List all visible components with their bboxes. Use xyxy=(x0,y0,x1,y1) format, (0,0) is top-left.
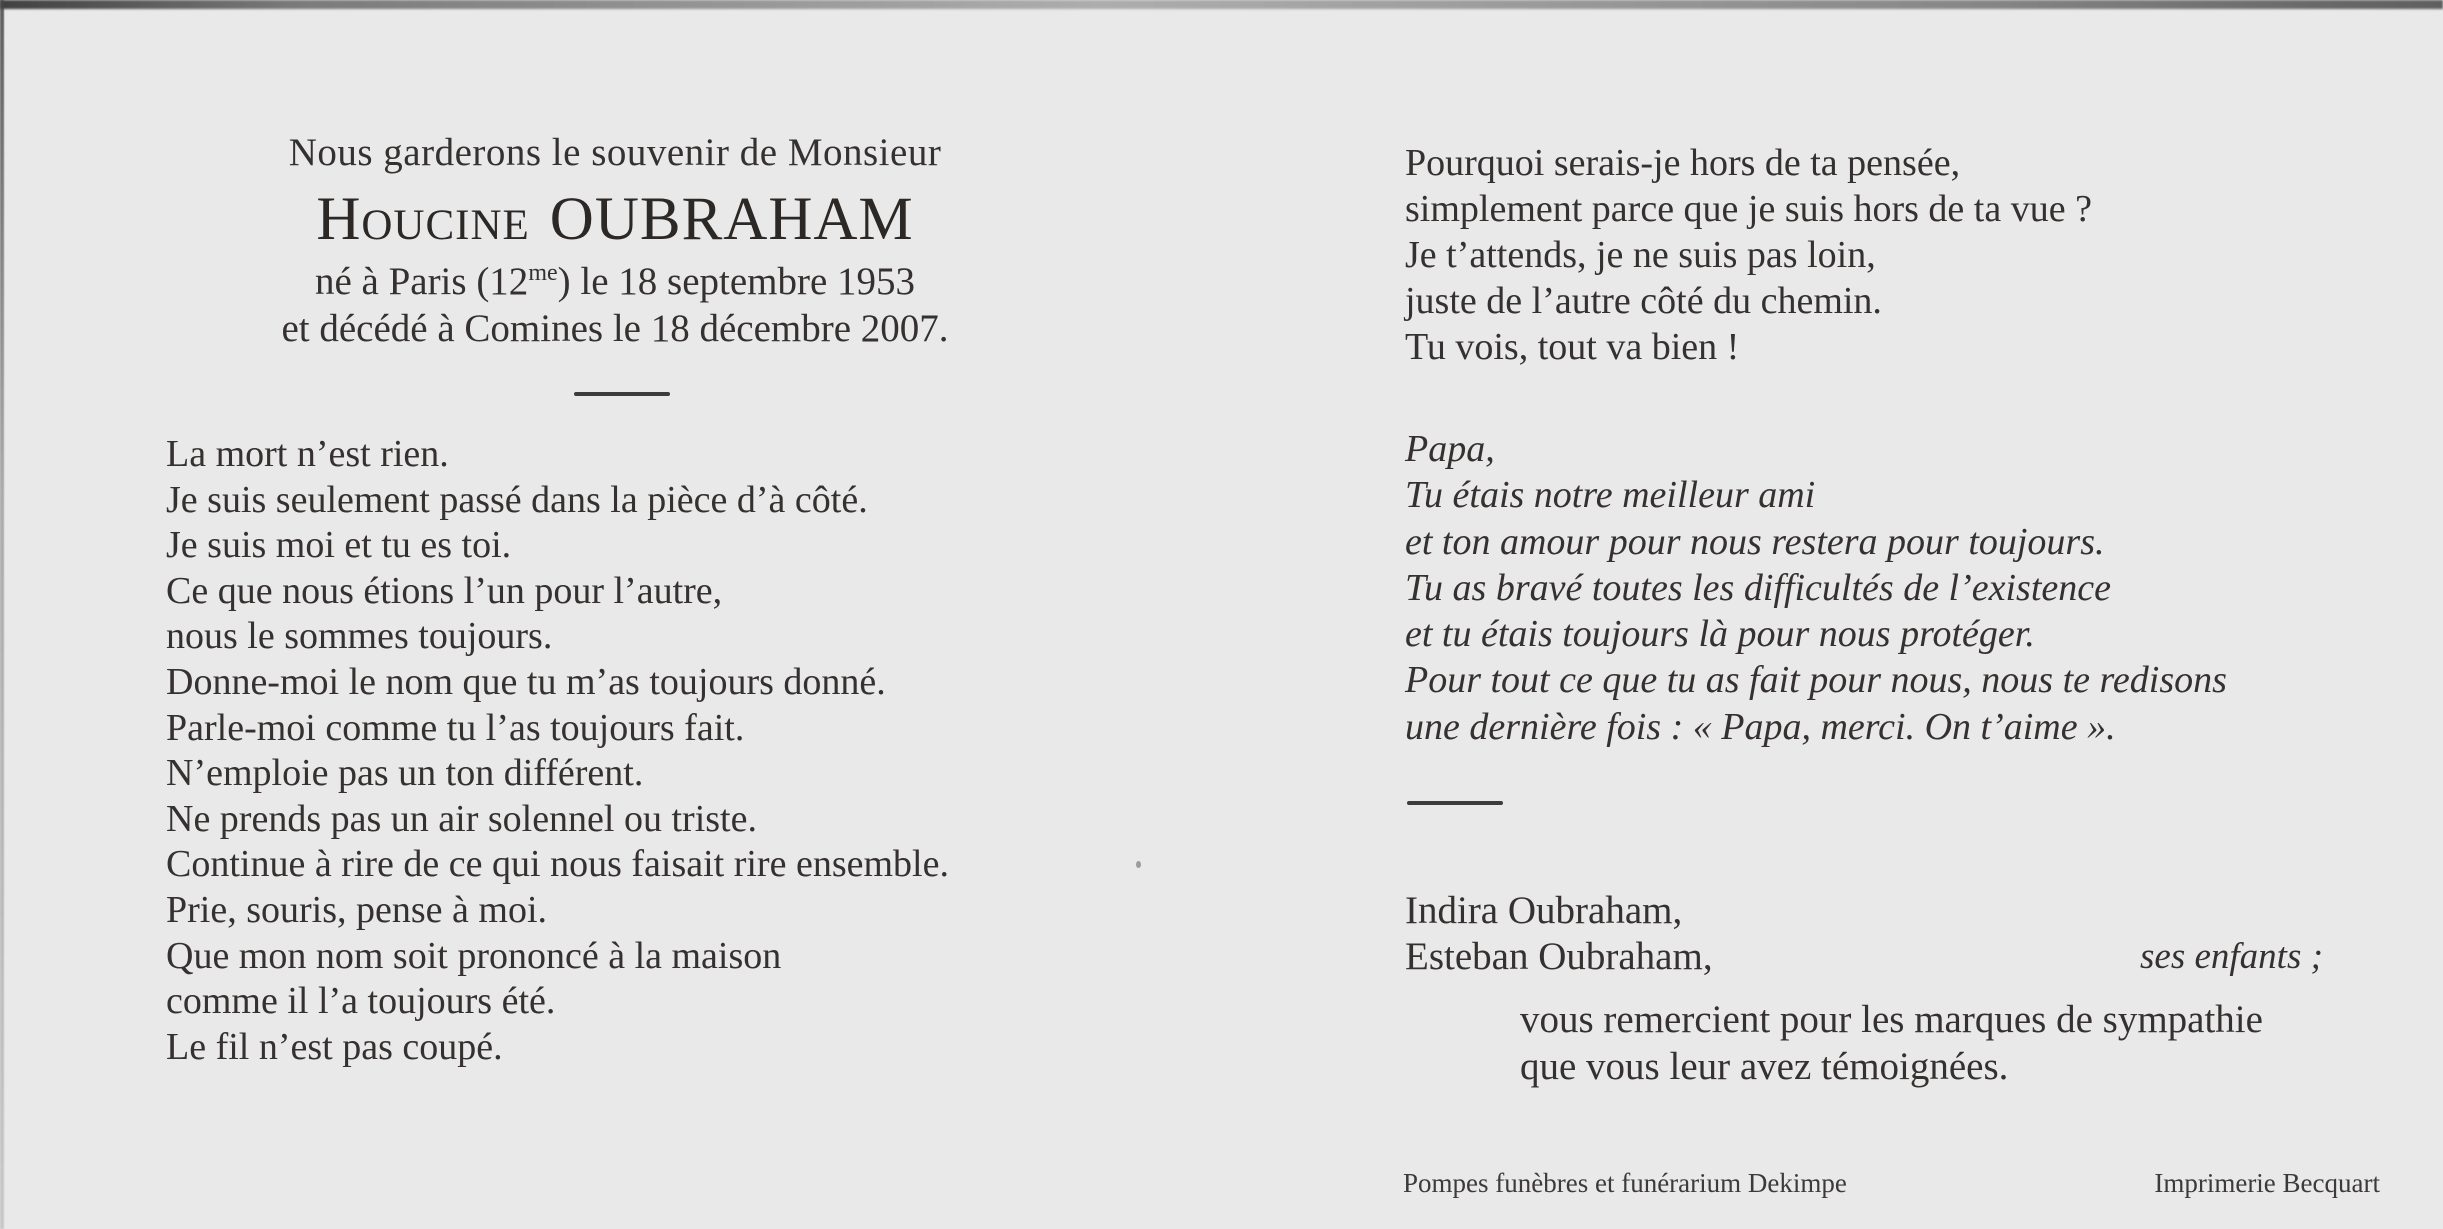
tribute-line: et tu étais toujours là pour nous protéger. xyxy=(1405,613,2035,656)
scan-speck xyxy=(1136,861,1141,868)
tribute-line: Tu étais notre meilleur ami xyxy=(1405,474,1816,517)
poem-left xyxy=(166,432,949,1070)
scan-edge-left xyxy=(0,0,4,1229)
poem-line: Parle-moi comme tu l’as toujours fait. xyxy=(166,706,745,749)
birth-line xyxy=(120,258,1110,305)
poem-line: comme il l’a toujours été. xyxy=(166,980,556,1023)
poem-line: Prie, souris, pense à moi. xyxy=(166,888,548,931)
poem-line: Tu vois, tout va bien ! xyxy=(1405,326,1740,368)
intro-line: Nous garderons le souvenir de Monsieur xyxy=(288,131,942,174)
thanks-line: vous remercient pour les marques de sympathie xyxy=(1520,998,2263,1041)
poem-line: La mort n’est rien. xyxy=(166,433,449,475)
poem-line: Ne prends pas un air solennel ou triste. xyxy=(166,797,757,840)
poem-line: juste de l’autre côté du chemin. xyxy=(1405,280,1882,322)
thanks-line: que vous leur avez témoignées. xyxy=(1520,1045,2009,1088)
tribute-line: Pour tout ce que tu as fait pour nous, nous te redisons xyxy=(1405,659,2227,702)
poem-line: nous le sommes toujours. xyxy=(166,615,553,658)
family-name: Indira Oubraham, xyxy=(1405,889,1683,932)
right-divider xyxy=(1407,801,1503,805)
deceased-name xyxy=(120,182,1110,258)
relation-label: ses enfants ; xyxy=(2140,936,2323,977)
birth-suffix: ) le 18 septembre 1953 xyxy=(557,260,916,303)
deceased-last-name: OUBRAHAM xyxy=(549,186,914,253)
left-divider xyxy=(574,392,670,396)
poem-right xyxy=(1405,140,2092,370)
family-tribute xyxy=(1405,426,2227,750)
poem-line: Que mon nom soit prononcé à la maison xyxy=(166,934,782,977)
funeral-home-credit: Pompes funèbres et funérarium Dekimpe xyxy=(1403,1168,1847,1198)
birth-prefix: né à Paris (12 xyxy=(314,260,529,303)
family-name: Esteban Oubraham, xyxy=(1405,935,1713,978)
poem-line: Ce que nous étions l’un pour l’autre, xyxy=(166,569,723,612)
poem-line: Je t’attends, je ne suis pas loin, xyxy=(1405,234,1876,276)
tribute-line: Tu as bravé toutes les difficultés de l’existence xyxy=(1405,566,2112,609)
family-names xyxy=(1405,888,1713,980)
thanks-block xyxy=(1520,996,2263,1090)
birth-ordinal-suffix: me xyxy=(528,260,558,286)
poem-line: Je suis moi et tu es toi. xyxy=(166,524,512,567)
tribute-line: une dernière fois : « Papa, merci. On t’aime ». xyxy=(1405,705,2116,748)
scan-edge-top xyxy=(0,0,2443,9)
poem-line: simplement parce que je suis hors de ta vue ? xyxy=(1405,188,2092,230)
poem-line: Donne-moi le nom que tu m’as toujours donné. xyxy=(166,660,886,703)
tribute-line: et ton amour pour nous restera pour toujours. xyxy=(1405,520,2105,563)
printer-credit: Imprimerie Becquart xyxy=(2154,1168,2380,1198)
poem-line: N’emploie pas un ton différent. xyxy=(166,752,644,795)
poem-line: Continue à rire de ce qui nous faisait rire ensemble. xyxy=(166,843,949,886)
tribute-line: Papa, xyxy=(1405,428,1495,470)
deceased-first-name: Houcine xyxy=(316,186,530,253)
poem-line: Pourquoi serais-je hors de ta pensée, xyxy=(1405,142,1961,184)
intro-block xyxy=(120,128,1110,352)
poem-line: Je suis seulement passé dans la pièce d’à côté. xyxy=(166,478,868,521)
poem-line: Le fil n’est pas coupé. xyxy=(166,1025,503,1068)
death-line: et décédé à Comines le 18 décembre 2007. xyxy=(281,307,949,350)
